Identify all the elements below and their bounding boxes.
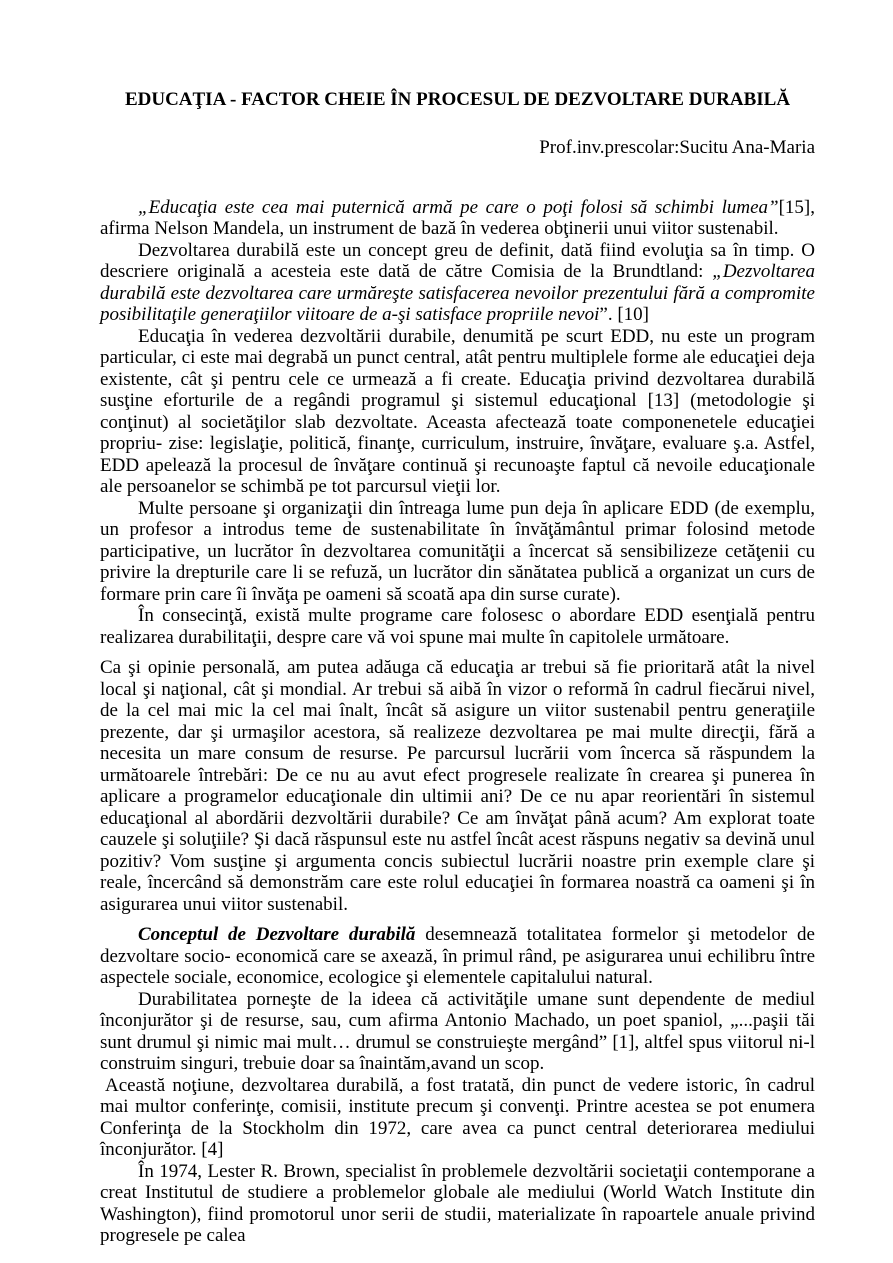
paragraph-9 [100,1075,815,1161]
document-body [100,197,815,1247]
text-run: Conceptul de Dezvoltare durabilă [138,924,426,945]
text-run: Multe persoane şi organizaţii din întreaga lume pun deja în aplicare EDD (de exemplu, un profesor a introdus teme de sustenabilitate în învăţământul primar folosind metode participative, un lucrător în dezvoltarea comunităţii a încercat să sensibilizeze cetăţenii cu privire la drepturile care li se refuză, un lucrător din sănătatea publică a organizat un curs de formare prin care îi învăţa pe oameni să scoată apa din surse curate). [100,497,815,605]
paragraph-7 [100,924,815,989]
text-run: În 1974, Lester R. Brown, specialist în problemele dezvoltării societaţii contemporane a creat Institutul de studiere a problemelor globale ale mediului (World Watch Institute din Washington), fiind promotorul unor serii de studii, materializate în rapoartele anuale privind progresele pe calea [100,1160,815,1246]
text-run: Ca şi opinie personală, am putea adăuga că educaţia ar trebui să fie prioritară atât la nivel local şi naţional, cât şi mondial. Ar trebui să aibă în vizor o reformă în cadrul fiecărui nivel, de la cel mai mic la cel mai înalt, încât să asigure un viitor sustenabil pentru generaţiile prezente, dar şi urmaşilor acestora, să realizeze dezvoltarea pe mai multe direcţii, fără a necesita un mare consum de resurse. Pe parcursul lucrării vom încerca să răspundem la următoarele întrebări: De ce nu au avut efect progresele realizate în crearea şi punerea în aplicare a programelor educaţionale din ultimii ani? De ce nu apar reorientări în sistemul educaţional al abordării dezvoltării durabile? Ce am învăţat până acum? Am explorat toate cauzele şi soluţiile? Şi dacă răspunsul este nu astfel încât acest răspuns negativ sa devină unul pozitiv? Vom susţine şi argumenta concis subiectul lucrării noastre prin exemple clare şi reale, încercând să demonstrăm care este rolul educaţiei în formarea noastră ca oameni şi în asigurarea unui viitor sustenabil. [100,657,815,915]
text-run: Această noţiune, dezvoltarea durabilă, a fost tratată, din punct de vedere istoric, în cadrul mai multor conferinţe, comisii, institute precum şi convenţi. Printre acestea se pot enumera Conferinţa de la Stockholm din 1972, care avea ca punct central deteriorarea mediului înconjurător. [4] [100,1074,815,1160]
paragraph-3 [100,326,815,498]
paragraph-10 [100,1161,815,1247]
paragraph-5 [100,605,815,648]
text-run: În consecinţă, există multe programe care folosesc o abordare EDD esenţială pentru realizarea durabilitaţii, despre care vă voi spune mai multe în capitolele următoare. [100,605,815,648]
paragraph-8 [100,989,815,1075]
text-run: ”. [10] [599,304,649,325]
paragraph-2 [100,240,815,326]
text-run: „Dezvoltarea durabilă este dezvoltarea care urmăreşte satisfacerea nevoilor prezentului fără a compromite posibilitaţile generaţiilor viitoare de a-şi satisface propriile nevoi [100,261,815,325]
page-title: EDUCAŢIA - FACTOR CHEIE ÎN PROCESUL DE DEZVOLTARE DURABILĂ [124,89,791,110]
text-run: „Educaţia este cea mai puternică armă pe care o poţi folosi să schimbi lumea” [138,196,779,218]
text-run: Dezvoltarea durabilă este un concept greu de definit, dată fiind evoluţia sa în timp. O descriere originală a acesteia este dată de către Comisia de la Brundtland: [100,239,815,282]
paragraph-1 [100,197,815,240]
author-line: Prof.inv.prescolar:Sucitu Ana-Maria [539,137,815,158]
paragraph-4 [100,498,815,606]
text-run: [15], afirma Nelson Mandela, un instrument de bază în vederea obţinerii unui viitor sustenabil. [100,196,815,239]
paragraph-6 [100,657,815,915]
text-run: Durabilitatea porneşte de la ideea că activităţile umane sunt dependente de mediul înconjurător şi de resurse, sau, cum afirma Antonio Machado, un poet spaniol, „...paşii tăi sunt drumul şi nimic mai mult… drumul se construieşte mergând” [1], altfel spus viitorul ni-l construim singuri, trebuie doar sa înaintăm,avand un scop. [100,988,815,1074]
text-run: Educaţia în vederea dezvoltării durabile, denumită pe scurt EDD, nu este un program particular, ci este mai degrabă un punct central, atât pentru multiplele forme ale educaţiei deja existente, cât şi pentru cele ce urmează a fi create. Educaţia privind dezvoltarea durabilă susţine eforturile de a regândi programul şi sistemul educaţional [13] (metodologie şi conţinut) al societăţilor slab dezvoltate. Aceasta afectează toate componenetele educaţiei propriu- zise: legislaţie, politică, finanţe, curriculum, instruire, învăţare, evaluare ş.a. Astfel, EDD apelează la procesul de învăţare continuă şi recunoaşte faptul că nevoile educaţionale ale persoanelor se schimbă pe tot parcursul vieţii lor. [100,325,815,497]
text-run: desemnează totalitatea formelor şi metodelor de dezvoltare socio- economică care se axează, în primul rând, pe asigurarea unui echilibru între aspectele sociale, economice, ecologice şi elementele capitalului natural. [100,924,815,988]
